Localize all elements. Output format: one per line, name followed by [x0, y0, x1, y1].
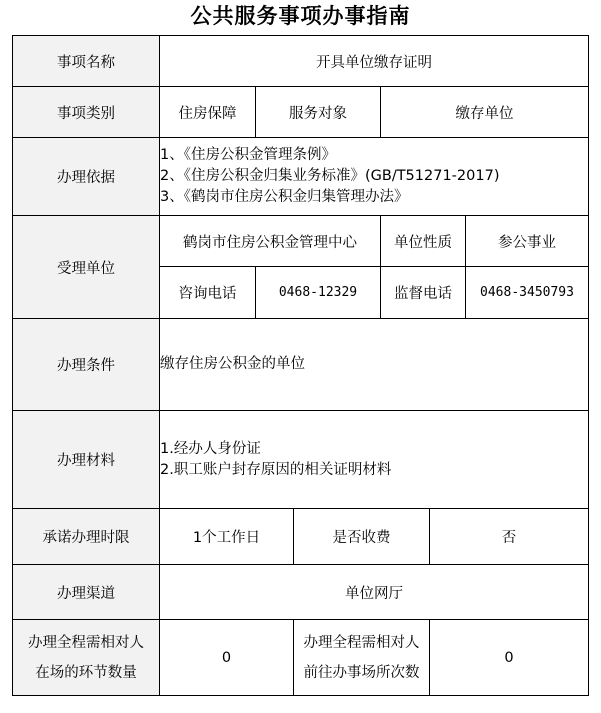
row-item-category — [13, 87, 589, 138]
fee-label: 是否收费 — [294, 509, 430, 565]
basis-item: 3、《鹤岗市住房公积金归集管理办法》 — [160, 189, 409, 205]
item-name-label: 事项名称 — [13, 36, 160, 87]
row-item-name — [13, 36, 589, 87]
row-counts — [13, 620, 589, 696]
basis-item: 2、《住房公积金归集业务标准》(GB/T51271-2017) — [160, 168, 500, 184]
visits-count-label: 办理全程需相对人 前往办事场所次数 — [294, 620, 430, 696]
onsite-count-value: 0 — [160, 620, 294, 696]
consult-phone-label: 咨询电话 — [160, 267, 256, 319]
materials-label: 办理材料 — [13, 411, 160, 509]
supervise-phone-label: 监督电话 — [381, 267, 466, 319]
visits-count-value: 0 — [430, 620, 589, 696]
row-basis — [13, 138, 589, 216]
material-item: 2.职工账户封存原因的相关证明材料 — [160, 461, 392, 478]
fee-value: 否 — [430, 509, 589, 565]
item-name-value: 开具单位缴存证明 — [160, 36, 589, 87]
channel-label: 办理渠道 — [13, 565, 160, 620]
supervise-phone-value: 0468-3450793 — [466, 267, 589, 319]
row-channel — [13, 565, 589, 620]
basis-item: 1、《住房公积金管理条例》 — [160, 147, 336, 163]
unit-nature-label: 单位性质 — [381, 216, 466, 267]
conditions-value: 缴存住房公积金的单位 — [160, 319, 589, 411]
page-title: 公共服务事项办事指南 — [190, 3, 411, 28]
accepting-unit-label: 受理单位 — [13, 216, 160, 319]
channel-value: 单位网厅 — [160, 565, 589, 620]
item-category-label: 事项类别 — [13, 87, 160, 138]
accepting-unit-name: 鹤岗市住房公积金管理中心 — [160, 216, 381, 267]
conditions-label: 办理条件 — [13, 319, 160, 411]
item-category-value: 住房保障 — [160, 87, 256, 138]
row-conditions — [13, 319, 589, 411]
time-limit-value: 1个工作日 — [160, 509, 294, 565]
basis-label: 办理依据 — [13, 138, 160, 216]
row-time-limit — [13, 509, 589, 565]
row-materials — [13, 411, 589, 509]
onsite-count-label: 办理全程需相对人 在场的环节数量 — [13, 620, 160, 696]
basis-list — [160, 138, 589, 216]
material-item: 1.经办人身份证 — [160, 440, 261, 457]
service-target-label: 服务对象 — [256, 87, 381, 138]
consult-phone-value: 0468-12329 — [256, 267, 381, 319]
unit-nature-value: 参公事业 — [466, 216, 589, 267]
materials-list — [160, 411, 589, 509]
row-accepting-unit — [13, 216, 589, 267]
service-guide-table — [12, 35, 589, 696]
time-limit-label: 承诺办理时限 — [13, 509, 160, 565]
service-target-value: 缴存单位 — [381, 87, 589, 138]
